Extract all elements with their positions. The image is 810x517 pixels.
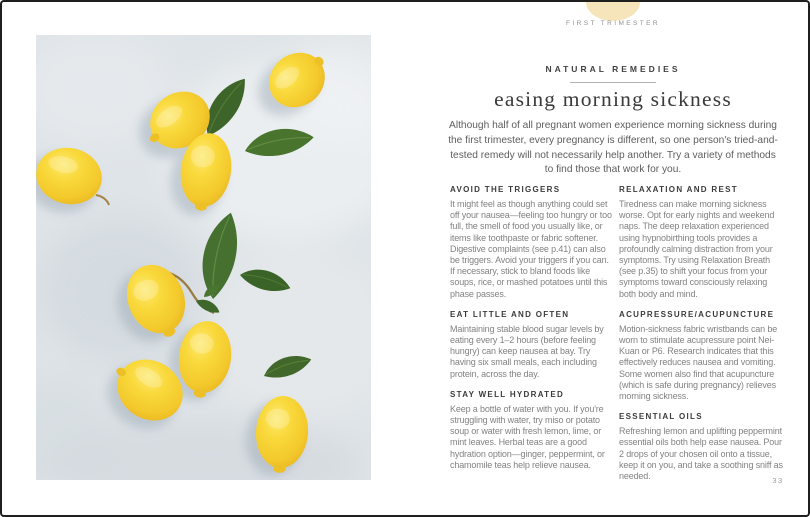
section-eyebrow: NATURAL REMEDIES: [545, 64, 681, 74]
section-heading: STAY WELL HYDRATED: [450, 389, 565, 399]
section-body: Tiredness can make morning sickness worse. Opt for early nights and weekend naps. The deep relaxation experienced using hypnobirthing tools provides a profoundly calming distraction from your symptoms. Try using Relaxation Breath (see p.35) to shift your focus from your symptoms toward consciously relaxing both body and mind.: [619, 199, 775, 299]
section-eat-little-and-often: [450, 310, 613, 380]
section-stay-well-hydrated: [450, 390, 613, 471]
page-title: easing morning sickness: [494, 87, 732, 111]
chapter-label: FIRST TRIMESTER: [566, 20, 660, 27]
section-heading: EAT LITTLE AND OFTEN: [450, 309, 570, 319]
section-relaxation-and-rest: [619, 185, 783, 300]
section-heading: ESSENTIAL OILS: [619, 412, 703, 422]
section-heading: RELAXATION AND REST: [619, 185, 738, 194]
section-essential-oils: [619, 412, 783, 482]
section-avoid-the-triggers: [450, 185, 613, 300]
section-heading: ACUPRESSURE/ACUPUNCTURE: [619, 309, 775, 319]
section-body: Refreshing lemon and uplifting peppermint essential oils both help ease nausea. Pour 2 drops of your chosen oil onto a tissue, keep it on you, and take a soothing sniff as needed.: [619, 426, 783, 482]
lemons-photo-svg: [36, 35, 371, 480]
section-acupressure-acupuncture: [619, 310, 783, 402]
section-body: Keep a bottle of water with you. If you're struggling with water, try miso or potato soup or water with fresh lemon, lime, or mint leaves. Herbal teas are a good hydration option—ginger, peppermint, or chamomile teas help relieve nausea.: [450, 403, 605, 470]
section-body: Motion-sickness fabric wristbands can be worn to stimulate acupressure point Nei-Kuan or P6. Research indicates that this effectively reduces nausea and vomiting. Some women also find that acupuncture (which is safe during pregnancy) relieves morning sickness.: [619, 323, 778, 402]
page-number: 33: [772, 476, 784, 485]
chapter-tab-semicircle: [586, 2, 640, 21]
right-text-column: [619, 185, 783, 492]
intro-paragraph: Although half of all pregnant women experience morning sickness during the first trimester, every pregnancy is different, so one person's tried-and-tested remedy will not necessarily help another. Try a variety of methods to find those that work for you.: [448, 120, 778, 176]
section-body: Maintaining stable blood sugar levels by eating every 1–2 hours (before feeling hungry) can keep nausea at bay. Try having six small meals, each including protein, across the day.: [450, 323, 604, 379]
lemons-photo: [36, 35, 371, 480]
left-text-column: [450, 185, 613, 481]
section-body: It might feel as though anything could set off your nausea—feeling too hungry or too full, the smell of food you usually like, or items like toothpaste or fabric softener. Digestive complaints (see p.41) can also be triggers. Avoid your triggers if you can. If necessary, stick to bland foods like soups, rice, or mashed potatoes until this phase passes.: [450, 199, 612, 299]
eyebrow-divider: [570, 82, 656, 83]
section-heading: AVOID THE TRIGGERS: [450, 185, 561, 194]
